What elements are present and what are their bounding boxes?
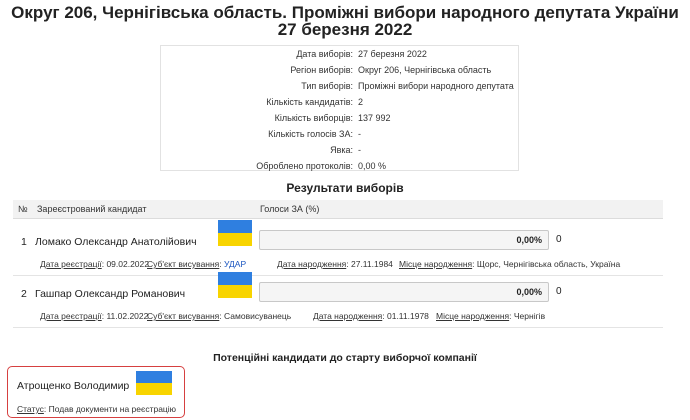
ukraine-flag-icon <box>218 272 252 298</box>
birth-place-field: Місце народження: Чернігів <box>436 311 546 321</box>
birth-place-value: Щорс, Чернігівська область, Україна <box>476 259 621 269</box>
info-row-date <box>161 46 518 62</box>
info-label: Оброблено протоколів: <box>256 161 353 171</box>
nominator-value: Самовисуванець <box>224 311 292 321</box>
info-label: Явка: <box>330 145 353 155</box>
candidate-number: 2 <box>21 288 27 300</box>
info-label: Регіон виборів: <box>290 65 353 75</box>
nominator-field: Суб'єкт висування: УДАР <box>147 259 247 269</box>
info-value: Округ 206, Чернігівська область <box>358 65 492 75</box>
reg-date-value: 09.02.2022 <box>106 259 149 269</box>
info-label: Кількість виборців: <box>274 113 353 123</box>
candidate-name: Ломако Олександр Анатолійович <box>35 236 197 248</box>
votes-percent: 0,00% <box>516 287 542 297</box>
reg-date-value: 11.02.2022 <box>106 311 149 321</box>
votes-count: 0 <box>556 234 562 245</box>
potential-candidate-status: Статус: Подав документи на реєстрацію <box>17 404 177 414</box>
results-table-header <box>13 200 663 219</box>
candidate-name: Гашпар Олександр Романович <box>35 288 186 300</box>
page-title: Округ 206, Чернігівська область. Проміжні вибори народного депутата України 27 березня 2022 <box>11 3 679 39</box>
info-value: - <box>358 129 361 139</box>
votes-percent: 0,00% <box>516 235 542 245</box>
info-value: Проміжні вибори народного депутата <box>358 81 514 91</box>
reg-date-field: Дата реєстрації: 09.02.2022 <box>40 259 149 269</box>
info-value: 2 <box>358 97 364 107</box>
col-candidate-header: Зареєстрований кандидат <box>37 204 147 214</box>
reg-date-field: Дата реєстрації: 11.02.2022 <box>40 311 149 321</box>
birth-date-value: 27.11.1984 <box>350 259 393 269</box>
birth-date-field: Дата народження: 01.11.1978 <box>313 311 429 321</box>
info-value: - <box>358 145 361 155</box>
nominator-field: Суб'єкт висування: Самовисуванець <box>147 311 292 321</box>
potential-candidate-card <box>7 366 185 418</box>
info-value: 137 992 <box>358 113 391 123</box>
info-row-type <box>161 78 518 94</box>
birth-date-field: Дата народження: 27.11.1984 <box>277 259 393 269</box>
info-label: Кількість голосів ЗА: <box>268 129 353 139</box>
candidate-number: 1 <box>21 236 27 248</box>
potential-candidate-name: Атрощенко Володимир <box>17 380 130 392</box>
status-value: Подав документи на реєстрацію <box>48 404 177 414</box>
election-info-table <box>160 45 519 171</box>
party-link[interactable]: УДАР <box>224 259 247 269</box>
info-value: 0,00 % <box>358 161 387 171</box>
votes-progress-bar <box>259 230 549 250</box>
info-row-votes-for <box>161 126 518 142</box>
ukraine-flag-icon <box>136 371 172 395</box>
info-label: Кількість кандидатів: <box>266 97 353 107</box>
birth-place-value: Чернігів <box>513 311 546 321</box>
col-votes-header: Голоси ЗА (%) <box>260 204 320 214</box>
info-label: Тип виборів: <box>301 81 353 91</box>
votes-count: 0 <box>556 286 562 297</box>
info-row-region <box>161 62 518 78</box>
info-label: Дата виборів: <box>296 49 353 59</box>
ukraine-flag-icon <box>218 220 252 246</box>
info-row-voters-count <box>161 110 518 126</box>
votes-progress-bar <box>259 282 549 302</box>
col-number-header: № <box>18 204 28 214</box>
candidate-row <box>13 270 663 328</box>
potential-candidates-title: Потенційні кандидати до старту виборчої компанії <box>213 352 477 364</box>
info-value: 27 березня 2022 <box>358 49 427 59</box>
info-row-protocols <box>161 158 518 174</box>
birth-date-value: 01.11.1978 <box>386 311 429 321</box>
candidate-row <box>13 218 663 276</box>
info-row-turnout <box>161 142 518 158</box>
results-title: Результати виборів <box>286 181 404 195</box>
birth-place-field: Місце народження: Щорс, Чернігівська область, Україна <box>399 259 621 269</box>
info-row-candidates-count <box>161 94 518 110</box>
